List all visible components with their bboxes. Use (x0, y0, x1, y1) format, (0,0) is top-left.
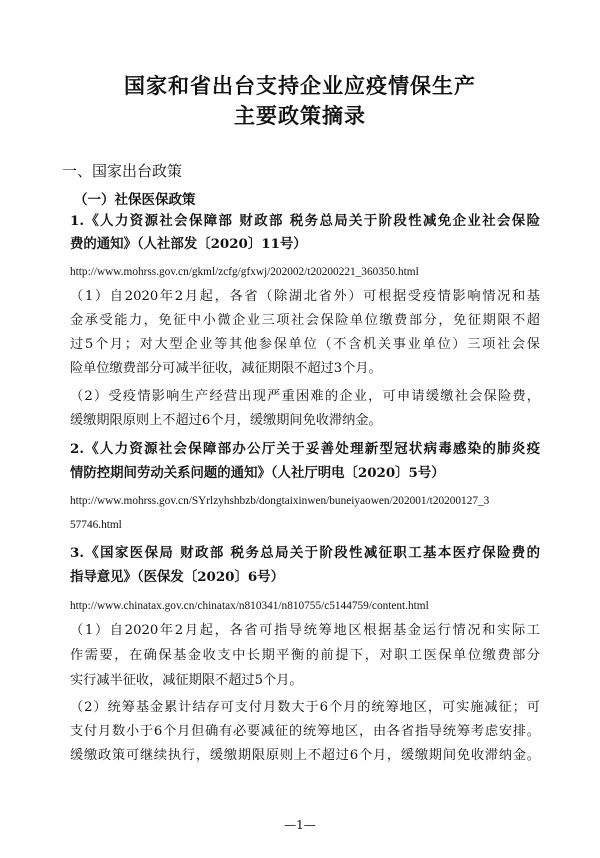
item1-p2-line2: 缓缴期限原则上不超过6个月，缓缴期间免收滞纳金。 (70, 413, 382, 428)
item1-title-line2: 费的通知》（人社部发〔2020〕11号） (70, 236, 307, 252)
doc-title-line1: 国家和省出台支持企业应疫情保生产 (124, 73, 476, 98)
item3-title-line2: 指导意见》（医保发〔2020〕6号） (70, 569, 284, 585)
subsection-heading: （一）社保医保政策 (74, 192, 196, 208)
doc-title-line2: 主要政策摘录 (234, 103, 366, 128)
item2-link-line2[interactable]: 57746.html (70, 519, 122, 531)
item3-p1-line2: 作需要，在确保基金收支中长期平衡的前提下，对职工医保单位缴费部分 (70, 648, 540, 663)
item3-p1-line3: 实行减半征收，减征期限不超过5个月。 (70, 673, 303, 688)
item1-p1-line4: 险单位缴费部分可减半征收，减征期限不超过3个月。 (70, 361, 382, 376)
item3-title-line1: 3.《国家医保局 财政部 税务总局关于阶段性减征职工基本医疗保险费的 (70, 545, 540, 561)
item3-p2-line1: （2）统筹基金累计结存可支付月数大于6个月的统筹地区，可实施减征；可 (70, 700, 540, 715)
item3-p2-line3: 缓缴政策可继续执行，缓缴期限原则上不超过6个月，缓缴期间免收滞纳金。 (70, 748, 540, 763)
item3-p1-line1: （1）自2020年2月起，各省可指导统筹地区根据基金运行情况和实际工 (70, 623, 540, 638)
item2-title-line2: 情防控期间劳动关系问题的通知》（人社厅明电〔2020〕5号） (70, 465, 445, 481)
item1-p1-line1: （1）自2020年2月起，各省（除湖北省外）可根据受疫情影响情况和基 (70, 289, 540, 304)
item1-title-line1: 1.《人力资源社会保障部 财政部 税务总局关于阶段性减免企业社会保险 (70, 213, 540, 229)
item1-p2-line1: （2）受疫情影响生产经营出现严重困难的企业，可申请缓缴社会保险费， (70, 389, 540, 404)
page-number: —1— (284, 818, 316, 832)
section-heading: 一、国家出台政策 (62, 162, 183, 180)
item1-p1-line2: 金承受能力，免征中小微企业三项社会保险单位缴费部分，免征期限不超 (70, 313, 540, 328)
item1-p1-line3: 过5个月；对大型企业等其他参保单位（不含机关事业单位）三项社会保 (70, 337, 540, 352)
item2-link-line1[interactable]: http://www.mohrss.gov.cn/SYrlzyhshbzb/dongtaixinwen/buneiyaowen/202001/t20200127_3 (70, 495, 490, 507)
item1-link[interactable]: http://www.mohrss.gov.cn/gkml/zcfg/gfxwj/202002/t20200221_360350.html (70, 266, 419, 278)
item3-link[interactable]: http://www.chinatax.gov.cn/chinatax/n810341/n810755/c5144759/content.html (70, 600, 429, 612)
item3-p2-line2: 支付月数小于6个月但确有必要减征的统筹地区，由各省指导统筹考虑安排。 (70, 724, 540, 739)
item2-title-line1: 2.《人力资源社会保障部办公厅关于妥善处理新型冠状病毒感染的肺炎疫 (70, 441, 540, 457)
